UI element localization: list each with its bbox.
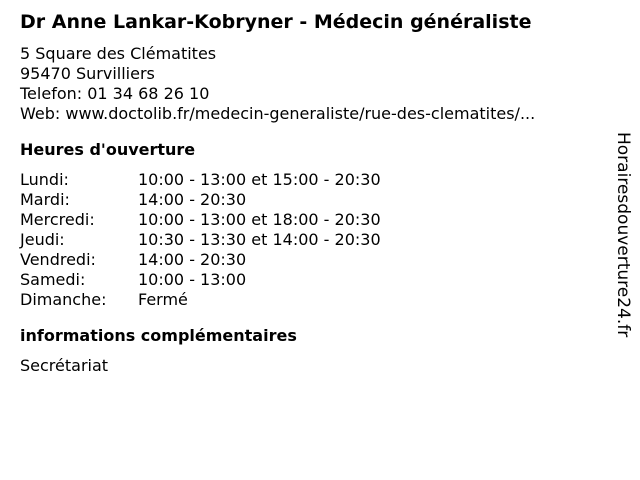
- day-hours: 10:30 - 13:30 et 14:00 - 20:30: [138, 230, 381, 249]
- day-label: Dimanche:: [20, 290, 107, 309]
- hours-row-monday: [20, 170, 381, 190]
- day-label: Mardi:: [20, 190, 70, 209]
- hours-row-tuesday: [20, 190, 381, 210]
- additional-info-text: Secrétariat: [20, 356, 109, 375]
- phone-number: Telefon: 01 34 68 26 10: [20, 84, 210, 103]
- address-city: 95470 Survilliers: [20, 64, 155, 83]
- day-hours: 10:00 - 13:00 et 18:00 - 20:30: [138, 210, 381, 229]
- day-label: Mercredi:: [20, 210, 95, 229]
- address-street: 5 Square des Clématites: [20, 44, 217, 63]
- opening-hours-table: [20, 170, 381, 310]
- hours-row-saturday: [20, 270, 381, 290]
- day-hours: 14:00 - 20:30: [138, 250, 247, 269]
- hours-row-sunday: [20, 290, 381, 310]
- day-hours: 14:00 - 20:30: [138, 190, 247, 209]
- day-label: Lundi:: [20, 170, 69, 189]
- day-label: Samedi:: [20, 270, 86, 289]
- hours-row-wednesday: [20, 210, 381, 230]
- additional-info-heading: informations complémentaires: [20, 326, 297, 345]
- day-label: Jeudi:: [20, 230, 65, 249]
- website-link[interactable]: Web: www.doctolib.fr/medecin-generaliste/rue-des-clematites/...: [20, 104, 536, 123]
- day-hours: 10:00 - 13:00 et 15:00 - 20:30: [138, 170, 381, 189]
- day-hours: 10:00 - 13:00: [138, 270, 247, 289]
- address-block: [20, 44, 600, 124]
- hours-row-thursday: [20, 230, 381, 250]
- day-label: Vendredi:: [20, 250, 96, 269]
- doctor-card: [20, 8, 600, 376]
- site-watermark: Horairesdouverture24.fr: [613, 132, 633, 338]
- opening-hours-heading: Heures d'ouverture: [20, 140, 196, 159]
- day-hours: Fermé: [138, 290, 188, 309]
- hours-row-friday: [20, 250, 381, 270]
- doctor-title: Dr Anne Lankar-Kobryner - Médecin généraliste: [20, 11, 532, 33]
